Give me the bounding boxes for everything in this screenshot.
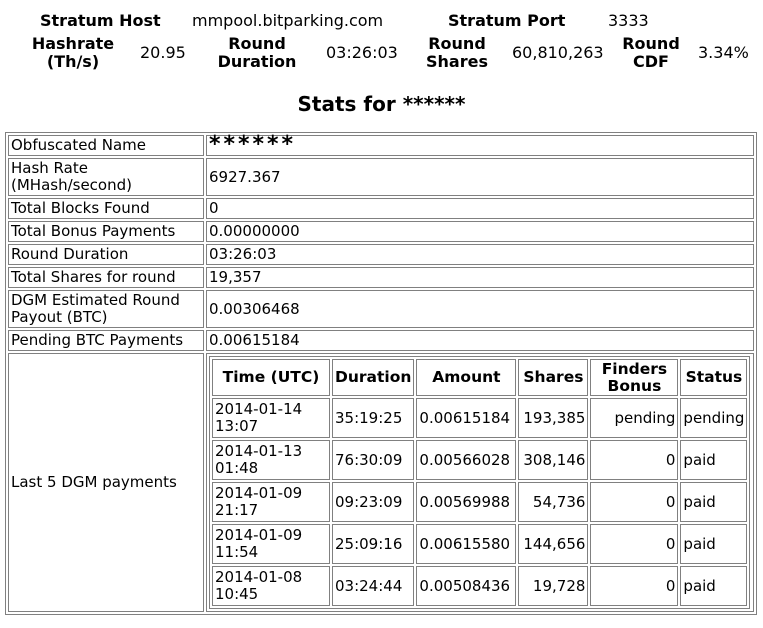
total-blocks-label: Total Blocks Found — [8, 198, 204, 219]
page-title: Stats for ****** — [297, 92, 466, 116]
stratum-port-label: Stratum Port — [448, 11, 566, 30]
payment-shares: 19,728 — [518, 566, 588, 606]
payment-bonus: 0 — [590, 482, 678, 522]
total-blocks-value: 0 — [206, 198, 754, 219]
payment-time: 2014-01-13 01:48 — [212, 440, 330, 480]
hash-rate-value: 6927.367 — [206, 158, 754, 196]
payment-shares: 144,656 — [518, 524, 588, 564]
last5-label: Last 5 DGM payments — [8, 353, 204, 612]
stats-row-round-duration — [8, 244, 754, 265]
payment-status: paid — [680, 566, 747, 606]
obfuscated-name-value: ****** — [206, 135, 754, 156]
stats-row-total-shares — [8, 267, 754, 288]
payment-amount: 0.00615184 — [416, 398, 516, 438]
payment-status: paid — [680, 524, 747, 564]
total-shares-label: Total Shares for round — [8, 267, 204, 288]
round-duration-row-value: 03:26:03 — [206, 244, 754, 265]
payment-row — [212, 566, 747, 606]
stats-table — [5, 132, 757, 615]
payment-row — [212, 398, 747, 438]
payment-row — [212, 440, 747, 480]
payment-bonus: 0 — [590, 440, 678, 480]
payment-status: pending — [680, 398, 747, 438]
dgm-estimate-value: 0.00306468 — [206, 290, 754, 328]
payment-time: 2014-01-14 13:07 — [212, 398, 330, 438]
last5-container — [206, 353, 754, 612]
payments-header-row — [212, 359, 747, 396]
payment-time: 2014-01-08 10:45 — [212, 566, 330, 606]
payment-shares: 54,736 — [518, 482, 588, 522]
payment-status: paid — [680, 440, 747, 480]
payment-bonus: 0 — [590, 524, 678, 564]
payment-time: 2014-01-09 21:17 — [212, 482, 330, 522]
stratum-host-value: mmpool.bitparking.com — [192, 11, 384, 30]
hash-rate-label: Hash Rate (MHash/second) — [8, 158, 204, 196]
payment-duration: 35:19:25 — [332, 398, 414, 438]
hashrate-label: Hashrate (Th/s) — [31, 34, 115, 71]
col-finders-bonus: Finders Bonus — [590, 359, 678, 396]
stratum-port-value: 3333 — [608, 11, 649, 30]
payment-row — [212, 524, 747, 564]
payment-status: paid — [680, 482, 747, 522]
round-duration-row-label: Round Duration — [8, 244, 204, 265]
round-cdf-value: 3.34% — [698, 43, 749, 62]
stats-row-hash-rate — [8, 158, 754, 196]
stats-row-pending — [8, 330, 754, 351]
payment-duration: 25:09:16 — [332, 524, 414, 564]
payment-duration: 03:24:44 — [332, 566, 414, 606]
dgm-estimate-label: DGM Estimated Round Payout (BTC) — [8, 290, 204, 328]
payment-amount: 0.00615580 — [416, 524, 516, 564]
payment-duration: 09:23:09 — [332, 482, 414, 522]
payment-shares: 308,146 — [518, 440, 588, 480]
col-time: Time (UTC) — [212, 359, 330, 396]
round-cdf-label: Round CDF — [622, 34, 680, 71]
total-shares-value: 19,357 — [206, 267, 754, 288]
payments-table — [209, 356, 750, 609]
payment-duration: 76:30:09 — [332, 440, 414, 480]
total-bonus-label: Total Bonus Payments — [8, 221, 204, 242]
col-shares: Shares — [518, 359, 588, 396]
payment-time: 2014-01-09 11:54 — [212, 524, 330, 564]
round-duration-value: 03:26:03 — [326, 43, 398, 62]
round-shares-label: Round Shares — [426, 34, 488, 71]
hashrate-value: 20.95 — [140, 43, 186, 62]
obfuscated-name-label: Obfuscated Name — [8, 135, 204, 156]
pending-value: 0.00615184 — [206, 330, 754, 351]
stats-row-dgm-estimate — [8, 290, 754, 328]
payment-row — [212, 482, 747, 522]
col-status: Status — [680, 359, 747, 396]
payment-shares: 193,385 — [518, 398, 588, 438]
stats-row-total-bonus — [8, 221, 754, 242]
payment-amount: 0.00569988 — [416, 482, 516, 522]
stats-row-last5 — [8, 353, 754, 612]
payment-bonus: 0 — [590, 566, 678, 606]
stats-row-total-blocks — [8, 198, 754, 219]
payment-bonus: pending — [590, 398, 678, 438]
payment-amount: 0.00508436 — [416, 566, 516, 606]
round-duration-label: Round Duration — [217, 34, 297, 71]
col-duration: Duration — [332, 359, 414, 396]
round-shares-value: 60,810,263 — [512, 43, 604, 62]
total-bonus-value: 0.00000000 — [206, 221, 754, 242]
stratum-host-label: Stratum Host — [40, 11, 161, 30]
pending-label: Pending BTC Payments — [8, 330, 204, 351]
payment-amount: 0.00566028 — [416, 440, 516, 480]
stats-row-obfuscated-name — [8, 135, 754, 156]
col-amount: Amount — [416, 359, 516, 396]
